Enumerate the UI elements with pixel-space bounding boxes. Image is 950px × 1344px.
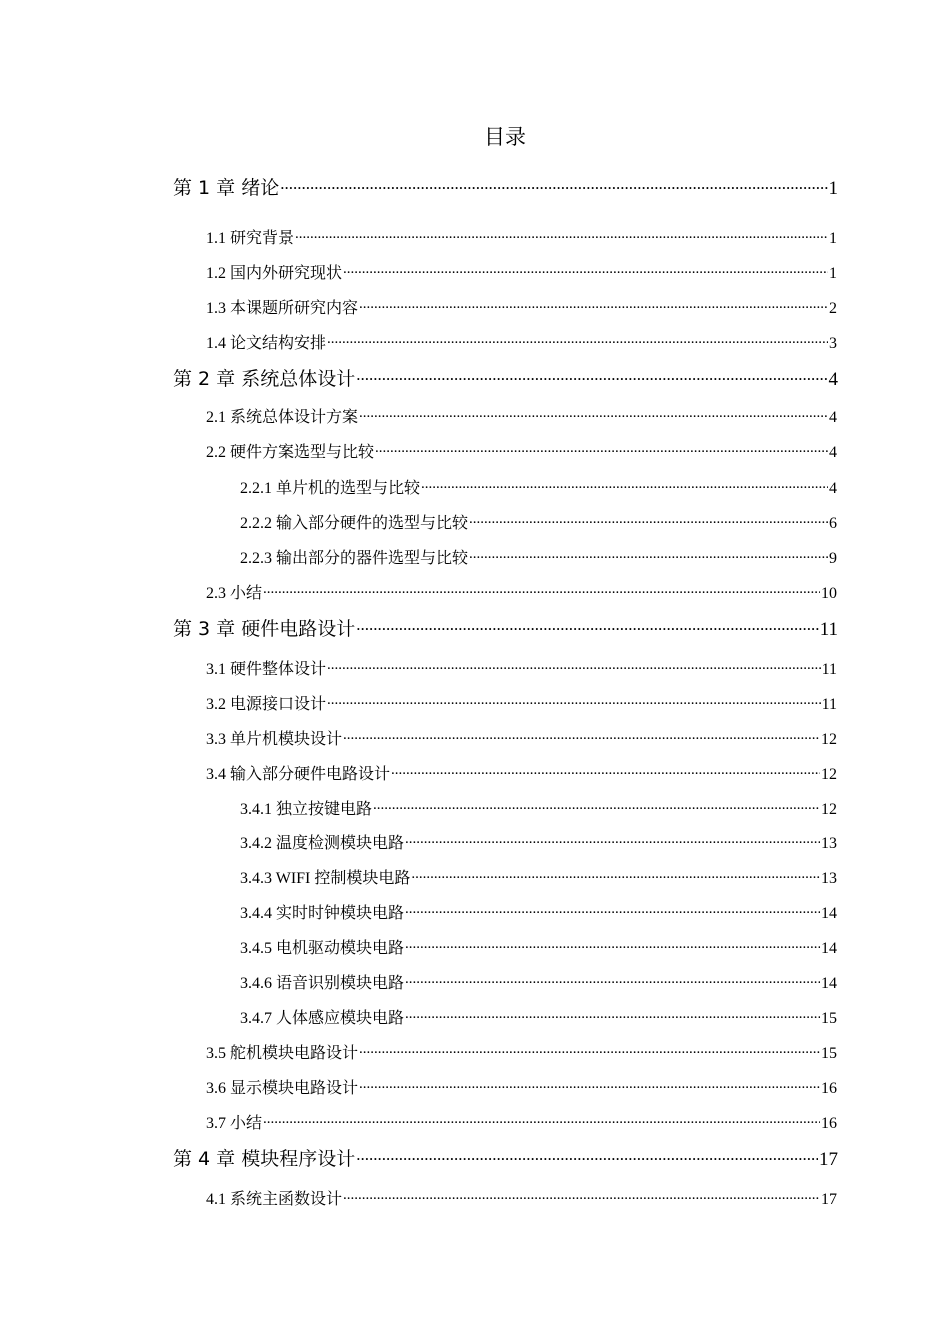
toc-entry[interactable] (206, 439, 837, 462)
toc-entry[interactable] (240, 865, 837, 888)
toc-entry-label: 3.4.5 电机驱动模块电路 (240, 940, 405, 957)
toc-entry-label: 2.1 系统总体设计方案 (206, 409, 359, 426)
toc-entry-label: 3.4.2 温度检测模块电路 (240, 835, 405, 852)
toc-entry-page: 4 (829, 409, 837, 426)
toc-leader (411, 867, 820, 883)
toc-entry-label: 第 3 章 硬件电路设计 (173, 618, 356, 640)
toc-entry-page: 11 (821, 696, 837, 713)
toc-entry[interactable] (206, 1186, 837, 1209)
toc-entry-page: 11 (821, 661, 837, 678)
toc-entry[interactable] (206, 295, 837, 318)
toc-entry-page: 11 (819, 619, 838, 640)
toc-leader (405, 902, 820, 918)
toc-entry-label: 3.4.1 独立按键电路 (240, 801, 373, 818)
toc-leader (359, 1042, 820, 1058)
toc-entry[interactable] (240, 545, 837, 568)
toc-entry-label: 1.3 本课题所研究内容 (206, 300, 359, 317)
toc-entry-page: 15 (821, 1045, 837, 1062)
toc-entry-label: 2.2.2 输入部分硬件的选型与比较 (240, 515, 469, 532)
toc-entry[interactable] (173, 614, 838, 641)
toc-entry-label: 2.2 硬件方案选型与比较 (206, 444, 375, 461)
toc-leader (405, 937, 820, 953)
toc-leader (359, 1077, 820, 1093)
toc-leader (356, 366, 827, 385)
toc-entry[interactable] (206, 1040, 837, 1063)
toc-leader (343, 262, 828, 278)
toc-entry-label: 3.5 舵机模块电路设计 (206, 1045, 359, 1062)
toc-entry[interactable] (240, 935, 837, 958)
toc-entry-label: 4.1 系统主函数设计 (206, 1191, 343, 1208)
toc-entry-page: 4 (828, 369, 838, 390)
toc-leader (405, 1007, 820, 1023)
toc-leader (469, 512, 828, 528)
toc-entry-page: 4 (829, 480, 837, 497)
toc-entry-label: 第 1 章 绪论 (173, 177, 280, 199)
toc-entry-label: 3.4.6 语音识别模块电路 (240, 975, 405, 992)
toc-entry-page: 2 (829, 300, 837, 317)
toc-entry[interactable] (206, 330, 837, 353)
toc-entry-label: 2.2.1 单片机的选型与比较 (240, 480, 421, 497)
toc-entry[interactable] (240, 510, 837, 533)
toc-entry-page: 4 (829, 444, 837, 461)
toc-entry[interactable] (240, 796, 837, 819)
toc-entry-label: 第 2 章 系统总体设计 (173, 368, 356, 390)
toc-entry[interactable] (240, 970, 837, 993)
toc-entry[interactable] (206, 1075, 837, 1098)
toc-leader (375, 441, 828, 457)
toc-entry-label: 1.4 论文结构安排 (206, 335, 327, 352)
toc-title: 目录 (484, 125, 526, 149)
toc-leader (263, 1112, 820, 1128)
toc-entry-page: 17 (821, 1191, 837, 1208)
toc-entry-page: 15 (821, 1010, 837, 1027)
toc-entry-page: 14 (821, 975, 837, 992)
toc-leader (359, 297, 828, 313)
toc-entry[interactable] (206, 580, 837, 603)
toc-entry-page: 12 (821, 731, 837, 748)
toc-entry[interactable] (173, 1144, 838, 1171)
toc-entry[interactable] (206, 691, 837, 714)
toc-entry-page: 3 (829, 335, 837, 352)
toc-entry[interactable] (240, 830, 837, 853)
toc-entry[interactable] (173, 173, 838, 200)
toc-entry-page: 14 (821, 905, 837, 922)
toc-entry[interactable] (240, 475, 837, 498)
toc-entry-label: 2.3 小结 (206, 585, 263, 602)
toc-leader (356, 616, 818, 635)
toc-leader (391, 763, 820, 779)
toc-leader (295, 227, 828, 243)
toc-entry-page: 1 (828, 178, 838, 199)
toc-leader (359, 406, 828, 422)
toc-leader (405, 832, 820, 848)
toc-entry-page: 1 (829, 230, 837, 247)
toc-entry-page: 16 (821, 1080, 837, 1097)
toc-entry-label: 3.1 硬件整体设计 (206, 661, 327, 678)
toc-leader (327, 658, 821, 674)
toc-entry-page: 13 (821, 870, 837, 887)
toc-entry-label: 3.3 单片机模块设计 (206, 731, 343, 748)
toc-leader (343, 1188, 820, 1204)
toc-entry[interactable] (206, 404, 837, 427)
toc-entry-label: 3.4.4 实时时钟模块电路 (240, 905, 405, 922)
toc-entry-label: 1.1 研究背景 (206, 230, 295, 247)
toc-leader (373, 798, 820, 814)
toc-entry[interactable] (240, 900, 837, 923)
toc-leader (327, 332, 828, 348)
toc-leader (421, 477, 828, 493)
toc-entry[interactable] (206, 1110, 837, 1133)
toc-leader (343, 728, 820, 744)
toc-entry-label: 第 4 章 模块程序设计 (173, 1148, 356, 1170)
toc-leader (405, 972, 820, 988)
toc-entry-page: 13 (821, 835, 837, 852)
toc-leader (469, 547, 828, 563)
toc-entry-label: 1.2 国内外研究现状 (206, 265, 343, 282)
toc-entry-label: 2.2.3 输出部分的器件选型与比较 (240, 550, 469, 567)
toc-entry-page: 1 (829, 265, 837, 282)
toc-entry-page: 9 (829, 550, 837, 567)
toc-entry-label: 3.4.3 WIFI 控制模块电路 (240, 870, 411, 887)
toc-entry[interactable] (206, 225, 837, 248)
toc-entry[interactable] (173, 364, 838, 391)
toc-entry-page: 12 (821, 766, 837, 783)
toc-entry[interactable] (240, 1005, 837, 1028)
toc-entry[interactable] (206, 726, 837, 749)
toc-entry-page: 10 (821, 585, 837, 602)
toc-entry-page: 6 (829, 515, 837, 532)
toc-entry-page: 17 (819, 1149, 838, 1170)
toc-entry-page: 12 (821, 801, 837, 818)
toc-entry[interactable] (206, 656, 837, 679)
toc-entry-label: 3.2 电源接口设计 (206, 696, 327, 713)
toc-entry[interactable] (206, 260, 837, 283)
toc-entry-page: 16 (821, 1115, 837, 1132)
toc-entry-label: 3.4 输入部分硬件电路设计 (206, 766, 391, 783)
toc-entry-page: 14 (821, 940, 837, 957)
toc-entry-label: 3.6 显示模块电路设计 (206, 1080, 359, 1097)
toc-leader (327, 693, 821, 709)
toc-entry[interactable] (206, 761, 837, 784)
toc-entry-label: 3.4.7 人体感应模块电路 (240, 1010, 405, 1027)
toc-leader (356, 1146, 818, 1165)
toc-leader (280, 175, 827, 194)
toc-leader (263, 582, 820, 598)
toc-entry-label: 3.7 小结 (206, 1115, 263, 1132)
